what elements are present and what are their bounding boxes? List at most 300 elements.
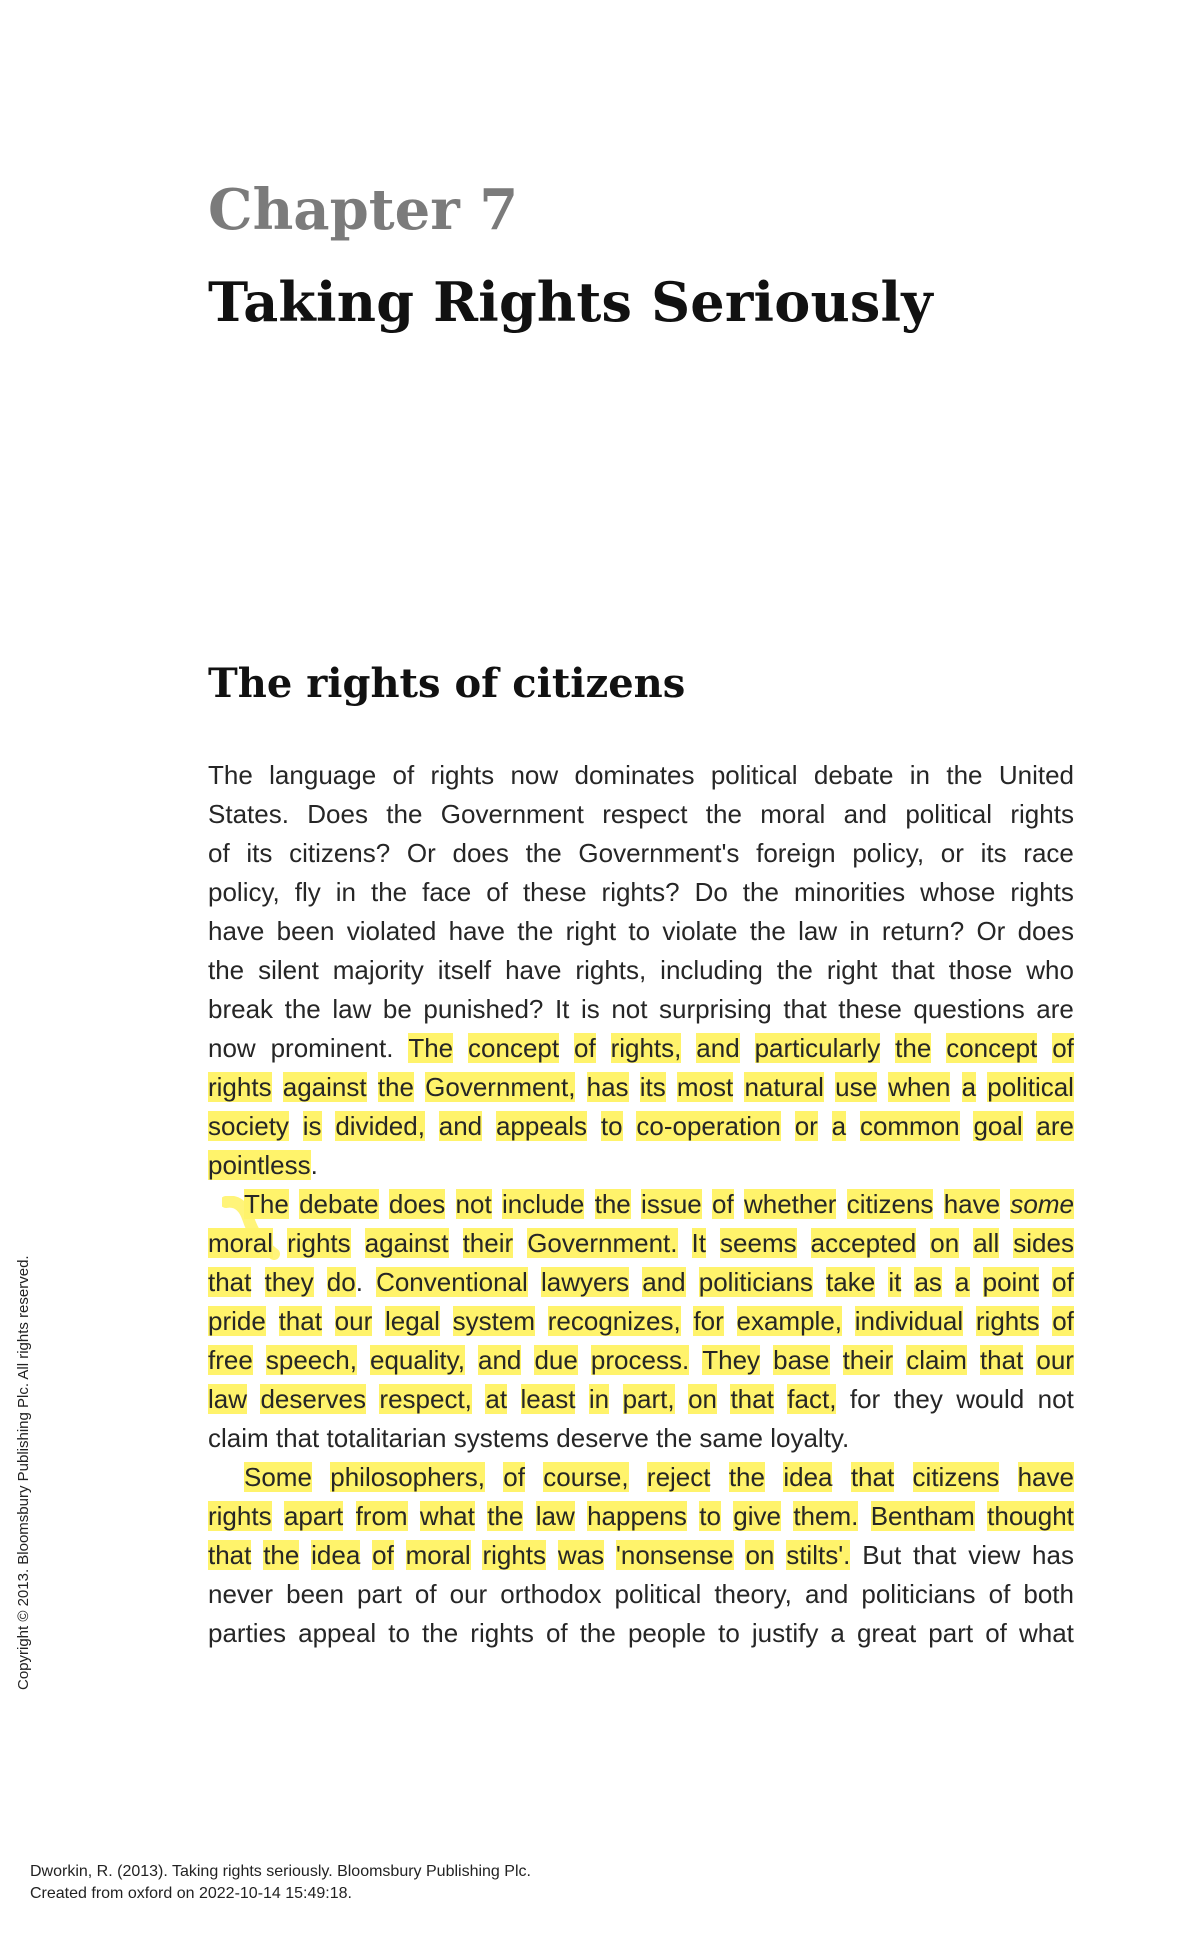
word [263, 1536, 299, 1575]
word: never [208, 1579, 274, 1609]
word [420, 1497, 475, 1536]
word: dominates [574, 760, 695, 790]
highlight: claim [906, 1345, 967, 1375]
word [208, 1536, 251, 1575]
word [534, 1341, 577, 1380]
word: the [386, 799, 423, 829]
word [793, 1497, 858, 1536]
highlight: from [355, 1501, 408, 1531]
highlight: the [487, 1501, 524, 1531]
highlight: sides [1013, 1228, 1074, 1258]
highlight: particularly [754, 1033, 881, 1063]
word: in [335, 877, 356, 907]
word [744, 1068, 824, 1107]
word: to [388, 1618, 410, 1648]
highlight: the [728, 1462, 765, 1492]
highlight: goal [973, 1111, 1023, 1141]
word [335, 1302, 373, 1341]
word: right [565, 916, 617, 946]
body-line [208, 873, 1074, 912]
word [595, 1185, 631, 1224]
body-text [208, 756, 1074, 1653]
word: have [208, 916, 265, 946]
word [692, 1224, 706, 1263]
footer-citation: Dworkin, R. (2013). Taking rights seriously. Bloomsbury Publishing Plc. [30, 1863, 531, 1880]
word: violate [662, 916, 738, 946]
word: part [928, 1618, 974, 1648]
highlight: whether [743, 1189, 837, 1219]
word [365, 1224, 449, 1263]
word: the [946, 760, 983, 790]
highlight: natural [744, 1072, 824, 1102]
highlight: citizens [846, 1189, 934, 1219]
highlight: and [696, 1033, 740, 1063]
word: punished? [423, 994, 544, 1024]
word: political [905, 799, 993, 829]
highlight: the [895, 1033, 932, 1063]
word [541, 1263, 629, 1302]
word: majority [332, 955, 424, 985]
highlight: seems [720, 1228, 797, 1258]
word [208, 1107, 289, 1146]
word [536, 1497, 575, 1536]
word [973, 1224, 999, 1263]
highlight: rights [975, 1306, 1040, 1336]
word: does [1017, 916, 1074, 946]
word [1036, 1107, 1074, 1146]
word [871, 1497, 975, 1536]
highlight: divided, [335, 1111, 425, 1141]
highlight: give [733, 1501, 781, 1531]
word [558, 1536, 604, 1575]
word [266, 1341, 357, 1380]
highlight: free [208, 1345, 253, 1375]
word: justify [751, 1618, 819, 1648]
body-line [208, 912, 1074, 951]
word: now [208, 1033, 256, 1063]
highlight: example, [736, 1306, 843, 1336]
word [832, 1107, 846, 1146]
word [482, 1536, 546, 1575]
word [930, 1224, 959, 1263]
highlight: debate [299, 1189, 379, 1219]
highlight: have [943, 1189, 1001, 1219]
highlight: society [208, 1111, 289, 1141]
highlight: fact, [787, 1384, 837, 1414]
word [389, 1185, 445, 1224]
word: whose [920, 877, 996, 907]
body-line [208, 756, 1074, 795]
word [587, 1068, 629, 1107]
word [795, 1107, 818, 1146]
word: those [948, 955, 1013, 985]
highlight: rights [208, 1072, 272, 1102]
highlight: its [639, 1072, 666, 1102]
word [208, 1224, 273, 1263]
body-line [208, 1029, 1074, 1068]
body-line [208, 1497, 1074, 1536]
word: the [208, 955, 245, 985]
word [244, 1185, 289, 1224]
word [616, 1536, 734, 1575]
highlight: as [914, 1267, 942, 1297]
word: the [776, 955, 813, 985]
word: citizens? [289, 838, 391, 868]
word [463, 1224, 514, 1263]
highlight: base [773, 1345, 830, 1375]
word: of [208, 838, 230, 868]
word: Or [976, 916, 1006, 946]
highlight: of [1052, 1267, 1074, 1297]
word: But [862, 1540, 902, 1570]
highlight: does [388, 1189, 446, 1219]
word: not [1037, 1384, 1074, 1414]
word: for [849, 1384, 881, 1414]
word: the [517, 916, 554, 946]
word: been [286, 1579, 344, 1609]
word [888, 1263, 901, 1302]
word: totalitarian [326, 1423, 447, 1453]
word: political [614, 1579, 702, 1609]
word [826, 1263, 875, 1302]
highlight: individual [854, 1306, 964, 1336]
word [987, 1497, 1074, 1536]
word: violated [346, 916, 437, 946]
highlight: or [794, 1111, 818, 1141]
word [548, 1302, 681, 1341]
body-line [208, 795, 1074, 834]
word: moral [760, 799, 826, 829]
highlight: least [520, 1384, 576, 1414]
highlight: legal [384, 1306, 440, 1336]
word [699, 1497, 721, 1536]
word: politicians [861, 1579, 976, 1609]
word: or [940, 838, 964, 868]
word: systems [453, 1423, 550, 1453]
highlight: Some [244, 1462, 312, 1492]
word: to [628, 916, 651, 946]
word: United [998, 760, 1074, 790]
section-heading: The rights of citizens [208, 660, 686, 707]
word [773, 1341, 829, 1380]
highlight: have [1017, 1462, 1074, 1492]
word: policy, [208, 877, 280, 907]
word: deserve [556, 1423, 649, 1453]
word: that [275, 1423, 320, 1453]
word [439, 1107, 482, 1146]
word [1018, 1458, 1074, 1497]
highlight: a [961, 1072, 977, 1102]
word: in [909, 760, 930, 790]
word: States. [208, 799, 289, 829]
body-line [208, 1263, 1074, 1302]
highlight: thought [987, 1501, 1074, 1531]
word: Do [694, 877, 728, 907]
body-line [208, 1614, 1074, 1653]
word: the [370, 877, 408, 907]
word [521, 1380, 576, 1419]
highlight: their [842, 1345, 894, 1375]
highlight: at [485, 1384, 508, 1414]
highlight: that [208, 1267, 252, 1297]
body-line [208, 1146, 1074, 1185]
highlight: our [1036, 1345, 1074, 1375]
word [587, 1497, 687, 1536]
highlight: course, [543, 1462, 629, 1492]
word: its [246, 838, 273, 868]
highlight: our [334, 1306, 373, 1336]
highlight: it [888, 1267, 902, 1297]
word: part [357, 1579, 402, 1609]
body-line [208, 1224, 1074, 1263]
body-line [208, 1185, 1074, 1224]
word [478, 1341, 521, 1380]
highlight: process. [590, 1345, 690, 1375]
word: Does [307, 799, 368, 829]
word [696, 1029, 739, 1068]
word [370, 1341, 465, 1380]
highlight: pointless [208, 1150, 311, 1180]
highlight: recognizes, [547, 1306, 681, 1336]
highlight: The [244, 1189, 289, 1219]
highlight: a [831, 1111, 847, 1141]
word [406, 1536, 471, 1575]
body-line [208, 1302, 1074, 1341]
highlight: that [850, 1462, 895, 1492]
word [468, 1029, 559, 1068]
highlight: is [302, 1111, 322, 1141]
word [641, 1185, 702, 1224]
word: that [891, 955, 935, 985]
highlight: for [693, 1306, 724, 1336]
word: surprising [659, 994, 772, 1024]
word: Government [440, 799, 584, 829]
highlight: in [588, 1384, 610, 1414]
highlight: of [503, 1462, 525, 1492]
body-line [208, 1341, 1074, 1380]
word: political [710, 760, 798, 790]
highlight: Conventional [376, 1267, 528, 1297]
word: they [893, 1384, 943, 1414]
word [303, 1107, 322, 1146]
word: rights? [601, 877, 680, 907]
word [642, 1263, 685, 1302]
word: race [1023, 838, 1074, 868]
word: of [392, 760, 415, 790]
highlight: against [364, 1228, 449, 1258]
word [699, 1263, 813, 1302]
highlight: concept [946, 1033, 1038, 1063]
word: the [656, 1423, 693, 1453]
word: a [830, 1618, 845, 1648]
word: and [843, 799, 887, 829]
highlight: use [835, 1072, 878, 1102]
word [299, 1185, 379, 1224]
word [279, 1302, 322, 1341]
highlight: some [1010, 1189, 1074, 1219]
word: our [449, 1579, 488, 1609]
highlight: the [377, 1072, 414, 1102]
word [623, 1380, 675, 1419]
highlight: issue [641, 1189, 702, 1219]
word [611, 1029, 682, 1068]
word: silent [258, 955, 319, 985]
highlight: on [745, 1540, 775, 1570]
word: the [742, 877, 779, 907]
highlight: appeals [495, 1111, 588, 1141]
word [503, 1458, 525, 1497]
word: foreign [756, 838, 836, 868]
word: right [826, 955, 878, 985]
highlight: the [594, 1189, 631, 1219]
word: the [749, 916, 786, 946]
word [976, 1302, 1040, 1341]
word [208, 1068, 272, 1107]
body-line [208, 834, 1074, 873]
word: appeal [298, 1618, 377, 1648]
highlight: rights [482, 1540, 547, 1570]
word [244, 1458, 312, 1497]
word [851, 1458, 894, 1497]
word: including [660, 955, 763, 985]
word [376, 1263, 528, 1302]
word [847, 1185, 934, 1224]
word [733, 1497, 781, 1536]
highlight: them. [793, 1501, 859, 1531]
highlight: citizens [912, 1462, 1000, 1492]
word [688, 1380, 717, 1419]
word [1036, 1341, 1074, 1380]
word: Government's [578, 838, 740, 868]
word [640, 1068, 666, 1107]
highlight: do [326, 1267, 356, 1297]
highlight: of [372, 1540, 394, 1570]
body-line [208, 951, 1074, 990]
word: pointless. [208, 1150, 318, 1180]
word [379, 1380, 472, 1419]
word: of [988, 1579, 1011, 1609]
word [335, 1107, 425, 1146]
word [356, 1497, 408, 1536]
highlight: that [278, 1306, 322, 1336]
word: of [545, 1618, 568, 1648]
body-line [208, 1107, 1074, 1146]
highlight: to [699, 1501, 721, 1531]
word: break [208, 994, 274, 1024]
highlight: a [955, 1267, 970, 1297]
highlight: of [1052, 1306, 1074, 1336]
word [811, 1224, 917, 1263]
word: questions [913, 994, 1025, 1024]
word [408, 1029, 453, 1068]
word: do. [326, 1267, 363, 1297]
word [737, 1302, 843, 1341]
highlight: idea [311, 1540, 361, 1570]
word [987, 1068, 1074, 1107]
word [527, 1224, 677, 1263]
word: loyalty. [770, 1423, 850, 1453]
chapter-number: Chapter 7 [208, 177, 519, 243]
highlight: that [730, 1384, 774, 1414]
word: that [783, 994, 827, 1024]
highlight: take [826, 1267, 876, 1297]
highlight: common [859, 1111, 960, 1141]
highlight: lawyers [540, 1267, 630, 1297]
word [913, 1458, 1000, 1497]
highlight: of [574, 1033, 596, 1063]
word: view [968, 1540, 1021, 1570]
highlight: moral [208, 1228, 274, 1258]
body-line [208, 1536, 1074, 1575]
word [1052, 1302, 1074, 1341]
word: claim [208, 1423, 269, 1453]
word: the [284, 994, 321, 1024]
word: are [1036, 994, 1074, 1024]
highlight: politicians [698, 1267, 813, 1297]
word [265, 1263, 314, 1302]
word [702, 1341, 760, 1380]
word: is [580, 994, 600, 1024]
highlight: Government, [425, 1072, 576, 1102]
highlight: accepted [810, 1228, 917, 1258]
highlight: and [642, 1267, 686, 1297]
word [502, 1185, 584, 1224]
highlight: that [979, 1345, 1024, 1375]
highlight: of [1052, 1033, 1074, 1063]
highlight: concept [468, 1033, 560, 1063]
highlight: what [419, 1501, 475, 1531]
word [1052, 1263, 1074, 1302]
sidebar-copyright: Copyright © 2013. Bloomsbury Publishing Plc. All rights reserved. [15, 1255, 32, 1690]
word [636, 1107, 781, 1146]
word: law [798, 916, 838, 946]
footer [30, 1861, 531, 1905]
word: law [332, 994, 372, 1024]
body-line [208, 1575, 1074, 1614]
word: the [579, 1618, 616, 1648]
word [895, 1029, 931, 1068]
word: respect [602, 799, 688, 829]
word: rights [1010, 799, 1074, 829]
word: now [510, 760, 559, 790]
word: itself [437, 955, 492, 985]
highlight: part, [622, 1384, 675, 1414]
word [860, 1107, 960, 1146]
word [1010, 1185, 1074, 1224]
highlight: happens [587, 1501, 687, 1531]
highlight: of [712, 1189, 734, 1219]
body-line [208, 1068, 1074, 1107]
highlight: point [982, 1267, 1040, 1297]
word: policy, [852, 838, 925, 868]
word: rights, [575, 955, 647, 985]
word: in [849, 916, 870, 946]
highlight: stilts'. [786, 1540, 851, 1570]
word [980, 1341, 1023, 1380]
word: rights [430, 760, 495, 790]
highlight: law [535, 1501, 575, 1531]
word: great [856, 1618, 917, 1648]
highlight: pride [208, 1306, 266, 1336]
word [1013, 1224, 1074, 1263]
word [693, 1302, 723, 1341]
highlight: 'nonsense [615, 1540, 734, 1570]
highlight: They [702, 1345, 761, 1375]
highlight: and [478, 1345, 522, 1375]
highlight: that [208, 1540, 252, 1570]
word: parties [208, 1618, 287, 1648]
word: fly [294, 877, 321, 907]
